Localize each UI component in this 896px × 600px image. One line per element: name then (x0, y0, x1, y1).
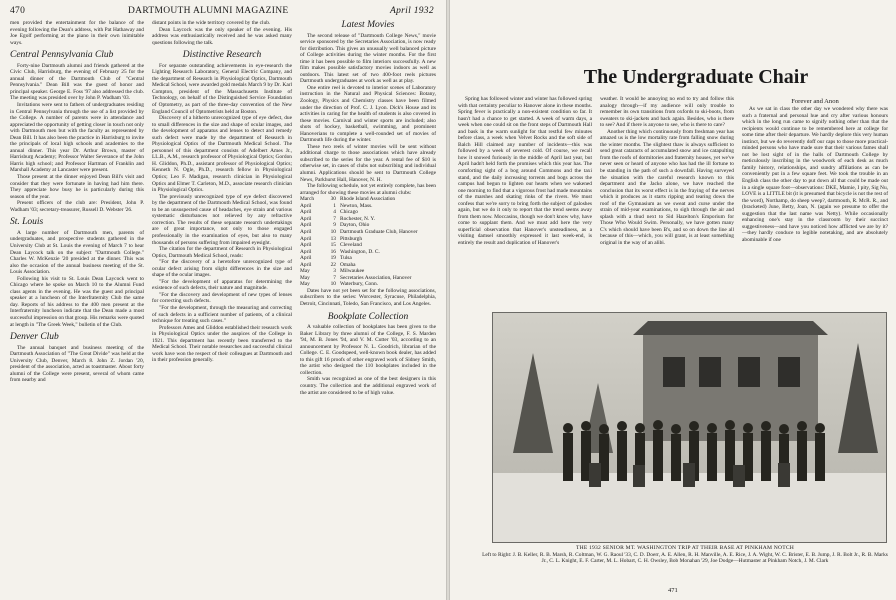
paragraph: Those present at the dinner enjoyed Dean Bill's visit and consider that they were fortunate in having had him there. They appreciate how busy he is particularly during this season of the year. (10, 174, 144, 200)
group-photo (492, 312, 887, 543)
paragraph: One entire reel is devoted to interior scenes of Laboratory instruction in the Natural and Physical Sciences: Botany, Zoology, Physics and Chemistry classes have been filmed under the direction of Prof. C. J. Lyon. Dick's House and its activities in caring for the health of students is also covered in these movies. Carnival and winter sports are included; also shots of hockey, basketball, swimming, and prominent Hanoverians to complete a well-rounded set of movies of Dartmouth life during the winter. (300, 84, 436, 144)
paragraph: As we sat in class the other day we wondered why there was such a fraternal and personal hue and cry after various honours which in the long run came to signify nothing other than that the recipients would continue to be remembered here at college for some time after their departure. We hardly deplore this very human instinct, but we do reverently doff our caps to those more practical-minded persons who have made sure that their various fames shall not be lost sight of in the halls of Dartmouth College by meticulously inscribing in the woodwork of each desk as much family history, relationships, and sundry affiliations as can be conveniently put in a few square feet. We took the trouble in an English class the other day to put down all that could be made out in a single square foot—observations: DKE, Mamie, I pity, Sig Nu, LOVE is a LITTLE bit (it is presumed that bicycle is not the rest of the word), Northamp, do sheep weep?, dartmouth, R. McR. R., and (bracketed) June, Betty, Joan, N. (again we presume to offer the suggestion that the last name was Netty). While occasionally enhancing one's stay in the classroom by their succinct suggestiveness—and have you noticed how afflicted we are by it?—they hardly conduce to legible notetaking, and are absolutely abominable if one (742, 106, 888, 243)
schedule-day: 30 (330, 196, 336, 203)
left-column-2 (152, 20, 292, 364)
schedule-month: April (300, 242, 312, 249)
paragraph: The following schedule, not yet entirely complete, has been arranged for showing these movies at alumni clubs: (300, 183, 436, 196)
paragraph: "For the development, through the measuring and correcting of such defects in a sufficient number of patients, of a clinical technique for treating such cases." (152, 304, 292, 325)
schedule-month: April (300, 255, 312, 262)
schedule-club: Dartmouth Graduate Club, Hanover (340, 228, 418, 235)
paragraph: Following his visit to St. Louis Dean Laycock went to Chicago where he spoke on March 10 to the Alumni Fund class agents in the evening. He was the guest and principal speaker at a luncheon of the Interfraternity Club the same day. Reports of his address to the 400 men present at the Interfraternity luncheon indicate that the Dean made a most successful impression on that group. His remarks were quoted at length in "The Greek Week," bulletin of the Club. (10, 275, 144, 328)
schedule-month: April (300, 209, 312, 216)
running-title: DARTMOUTH ALUMNI MAGAZINE (128, 6, 289, 16)
paragraph: A large number of Dartmouth men, parents of undergraduates, and prospective students gathered in the University Club at St. Louis the evening of March 7 to hear Dean Laycock talk on the subject "Dartmouth College." Charles W. McKenzie '20 presided at the dinner. This was also the occasion of the annual business meeting of the St. Louis Association. (10, 229, 144, 276)
movie-schedule-list (300, 196, 436, 288)
left-page (0, 0, 446, 600)
paragraph: The previously unrecognized type of eye defect discovered by the department of the Dartmouth Medical School, was found to be an unsuspected cause of headaches, eye strain and various systematic disturbances not relieved by any refractive correction. The results of these separate research undertakings are of great importance, not only to those engaged professionally in the examination of eyes, but also to many thousands of persons suffering from impaired eyesight. (152, 193, 292, 246)
schedule-month: April (300, 222, 312, 229)
schedule-day: 4 (333, 209, 336, 216)
photo-caption-title: THE 1932 SENIOR MT. WASHINGTON TRIP AT THEIR BASE AT PINKHAM NOTCH (575, 545, 794, 551)
byline: Forever and Anon (791, 98, 839, 105)
schedule-day: 9 (333, 222, 336, 229)
paragraph: distant points in the wide territory covered by the club. (152, 20, 271, 26)
schedule-day: 15 (330, 242, 336, 249)
right-column-1 (458, 96, 592, 247)
schedule-club: Waterbury, Conn. (340, 281, 378, 288)
paragraph: Discovery of a hitherto unrecognized type of eye defect, due to small differences in the size and shape of ocular images, and the development of apparatus and lenses to detect and remedy such defect were made by the department of Research in Physiological Optics of the Dartmouth Medical School. The personnel of this department consists of Adelbert Ames Jr., LL.B., A.M., research professor of Physiological Optics; Gordon H. Gliddon, Ph.D., assistant professor of Physiological Optics; Kenneth N. Ogle, Ph.D., research fellow in Physiological Optics; Leo F. Madigan, research clinician in Physiological Optics and Elmer T. Carleton, M.D., associate research clinician in Physiological Optics. (152, 115, 292, 194)
schedule-day: 3 (333, 268, 336, 275)
schedule-day: 7 (333, 274, 336, 281)
paragraph: "For the discovery and development of new types of lenses for correcting such defects. (152, 291, 292, 305)
paragraph: Invitations were sent to fathers of undergraduates residing in Central Pennsylvania through the use of a list provided by the College. A number of parents were in attendance and appreciated the opportunity of getting closer in touch not only with Dartmouth men but with the faculty as represented by Dean Bill. It has also been the practice in Harrisburg to invite the principals of local high schools and academies to the annual dinner. This year Dr. Arthur Brown, master of Harrisburg Academy; Professor Walter Severance of the John Harris high school; and Professor Hartman of Franklin and Marshall Academy at Lancaster were present. (10, 102, 144, 174)
paragraph: The annual banquet and business meeting of the Dartmouth Association of "The Great Divide" was held at the University Club, Denver, March 8. John Z. Jordan '20, president of the association, acted as toastmaster. About forty alumni of the College were present, several of whom came from nearby and (10, 344, 144, 384)
right-column-3 (742, 106, 888, 243)
paragraph: The citation for the department of Research in Physiological Optics, Dartmouth Medical School, reads: (152, 246, 292, 259)
schedule-month: April (300, 248, 312, 255)
paragraph: The second release of "Dartmouth College News," movie service sponsored by the Secretaries Association, is now ready for distribution. This gives an unusually well balanced picture of College activities during the winter months. For the first time it has been possible to film interiors successfully. A new film makes possible satisfactory movies indoors as well as outdoors. This latest set of two 400-foot reels pictures Dartmouth undergraduates at work as well as at play. (300, 32, 436, 85)
schedule-club: Rhode Island Association (340, 196, 396, 203)
schedule-month: May (300, 274, 310, 281)
schedule-club: Newton, Mass. (340, 202, 373, 209)
paragraph: For separate outstanding achievements in eye-research the Lighting Research Laboratory, General Electric Company, and the department of Research in Physiological Optics, Dartmouth Medical School, were awarded gold medals March 9 by Dr. Karl Compton, president of the Massachusetts Institute of Technology, on behalf of the Distinguished Service Foundation of Optometry, as part of the three-day convention of the New England Council of Optometrists held at Boston. (152, 62, 292, 115)
schedule-club: Dayton, Ohio (340, 222, 370, 229)
schedule-club: Omaha (340, 261, 356, 268)
section-title-bookplate-collection: Bookplate Collection (327, 311, 409, 322)
paragraph: weather. It would be annoying no end to try and follow this analogy through—if my audience will only trouble to remember its own transitions from oxfords to ski-boots, from sweaters to ski-jackets and back again. Besides, who is there to see? And if there is anyone to see, who is there to care? (600, 96, 734, 129)
paragraph: Dean Laycock was the only speaker of the evening. His address was enthusiastically received and he was asked many questions following the talk. (152, 26, 292, 46)
paragraph: "For the development of apparatus for determining the existence of such defects, their nature and magnitude. (152, 278, 292, 292)
paragraph: Spring has followed winter and winter has followed spring with that certainty peculiar to Hanover alone in these months. Spring fever is practically a non-existent condition so far. It hasn't had a chance to get started. A week of warm days, a week when one could sit on the front steps of Dartmouth Hall and bask in the warm sunlight for that restful few minutes before class, a week when Velvet Rocks and the soft side of Balch Hill claimed any number of incidents—this was followed by a week of severest cold. Of course, we recall how it snowed furiously in the middle of April last year, but April hadn't held forth the promises which this year has. The comforting sight of a bog around Commons and the taxi stand, and the daily increasing torrents and bogs across the campus had begun to lighten our hearts when we wakened one morning to find that a vigorous frost had made mountains of the marshes and skating rinks of the rivers. We must confess that we're sorry to bring forth the subject of galoshes again, but we do it only to report that the trend seems away from them now. Moccasins, though we don't know why, have come to supplant them. And we must add here the very superficial observation that Hanover's unsteadiness, as a visiting damsel smoothly expressed it last week-end, is entirely the result and duplication of Hanover's (458, 96, 592, 247)
schedule-month: May (300, 281, 310, 288)
schedule-club: Milwaukee (340, 268, 365, 275)
schedule-club: Tulsa (340, 255, 352, 262)
paragraph: Dates have not yet been set for the following associations, subscribers to the series: Worcester, Syracuse, Philadelphia, Detroit, Cincinnati, Toledo, San Francisco, and Los Angeles. (300, 287, 436, 307)
schedule-club: Washington, D. C. (340, 248, 380, 255)
schedule-club: Pittsburgh (340, 235, 363, 242)
section-title-st-louis: St. Louis (10, 217, 44, 228)
left-column-3 (300, 16, 436, 396)
photo-caption-names: Left to Right: J. B. Keller, R. B. Marsh, R. Coltman, W. G. Raoul '33, C. D. Doerr, A. E. Allen, R. H. Manville, A. E. Rice, J. A. Wight, W. C. Brister, E. B. Jump, J. R. Bolt Jr., R. B. Marks Jr., C. L. Knight, E. F. Carter, M. L. Hobart, C. H. Owsley, Bob Monahan '29, Joe Dodge—Hutmaster at Pinkham Notch, J. M. Clark (482, 551, 888, 565)
section-title-distinctive-research: Distinctive Research (182, 50, 262, 61)
schedule-month: May (300, 268, 310, 275)
paragraph: Forty-nine Dartmouth alumni and friends gathered at the Civic Club, Harrisburg, the evening of February 25 for the annual dinner of the Dartmouth Club of "Central Pennsylvania." Dean Bill was the guest of honor and principal speaker. George E. Foss '97 also addressed the club. The meeting was presided over by John P. Wadham '03. (10, 62, 144, 102)
paragraph: "For the discovery of a heretofore unrecognized type of ocular defect arising from slight differences in the size and shape of the ocular images. (152, 259, 292, 279)
schedule-day: 16 (330, 248, 336, 255)
paragraph: Smith was recognized as one of the best designers in this country. The collection and the additional engraved work of the artist are considered to be of high value. (300, 376, 436, 396)
section-title-central-pennsylvania: Central Pennsylvania Club (10, 50, 114, 61)
schedule-month: April (300, 228, 312, 235)
page-number-left: 470 (10, 6, 26, 16)
schedule-club: Chicago (340, 209, 358, 216)
schedule-day: 10 (330, 281, 336, 288)
schedule-month: April (300, 215, 312, 222)
schedule-club: Rochester, N. Y. (340, 215, 375, 222)
paragraph: Another thing which continuously from freshman year has amazed us is the low mortality rate from falling snow during the winter months. The slightest thaw is always sufficient to send great cataracts of accumulated snow and ice catapulting from the roofs of dormitories and fraternity houses, yet we've never seen or heard of anyone who has had the ill fortune to be standing in the path of such a downfall. Having surveyed the situation with the careful research known to this department and the Jacko alone, we have reached the conclusion that its worst effect is in the fraying of the nerves which it produces as it starts ripping and tearing down the roof of the Gymnasium as we sweat and curse under the strain of mid-year examinations, to sigh through the air and splash with a thud next to Sid Hazelton's Emporium for Those Who Would Swim. Personally, we have gotten many C's which should have been B's, and so on down the line all because of this—which, you will grant, is at least something original in the way of an alibi. (600, 128, 734, 247)
right-page (450, 0, 896, 600)
page-title: The Undergraduate Chair (583, 66, 809, 88)
right-column-2 (600, 96, 734, 247)
schedule-month: April (300, 261, 312, 268)
paragraph: A valuable collection of bookplates has been given to the Baker Library by three alumni of the College, F. S. Marden '94, M. B. Jones '94, and V. M. Cutter '03, according to an announcement by Professor N. L. Goodrich, librarian of the College. C. E. Goodspeed, well-known book dealer, has added to this gift 16 proofs of other engraved work of Sidney Smith, the artist who designed the 110 bookplates included in the collection. (300, 324, 436, 376)
schedule-club: Secretaries Association, Hanover (340, 274, 412, 281)
schedule-day: 1 (333, 202, 336, 209)
schedule-day: 10 (330, 228, 336, 235)
schedule-month: April (300, 202, 312, 209)
schedule-month: March (300, 196, 315, 203)
schedule-club: Cleveland (340, 242, 362, 249)
schedule-day: 7 (333, 215, 336, 222)
paragraph: Professors Ames and Gliddon established their research work in Physiological Optics under the auspices of the College in 1921. This department has recently been transferred to the Medical School. Their notable researches and successful clinical work have won the respect of their colleagues at Dartmouth and in their profession generally. (152, 324, 292, 364)
paragraph: Present officers of the club are: President, John P. Wadham '03; secretary-treasurer, Russell D. Webster '26. (10, 200, 144, 213)
left-column-1 (10, 20, 144, 384)
photo-caption (480, 545, 890, 565)
paragraph: These two reels of winter movies will be sent without additional charge to those associations which have already subscribed to the series for the year. A rental fee of $10 is otherwise set, in cases of clubs not subscribing and individual alumni. Applications should be sent to Dartmouth College News, Parkhurst Hall, Hanover, N. H. (300, 143, 436, 183)
schedule-month: April (300, 235, 312, 242)
issue-date: April 1932 (390, 6, 434, 16)
paragraph: men provided the entertainment for the balance of the evening following the Dean's address, with Pat Hathaway and Joe Egolf performing at the piano in their own inimitable ways. (10, 20, 144, 46)
page-number-right: 471 (668, 587, 678, 594)
schedule-day: 13 (330, 235, 336, 242)
schedule-day: 19 (330, 255, 336, 262)
section-title-latest-movies: Latest Movies (341, 20, 395, 30)
section-title-denver: Denver Club (10, 332, 59, 343)
schedule-day: 22 (330, 261, 336, 268)
